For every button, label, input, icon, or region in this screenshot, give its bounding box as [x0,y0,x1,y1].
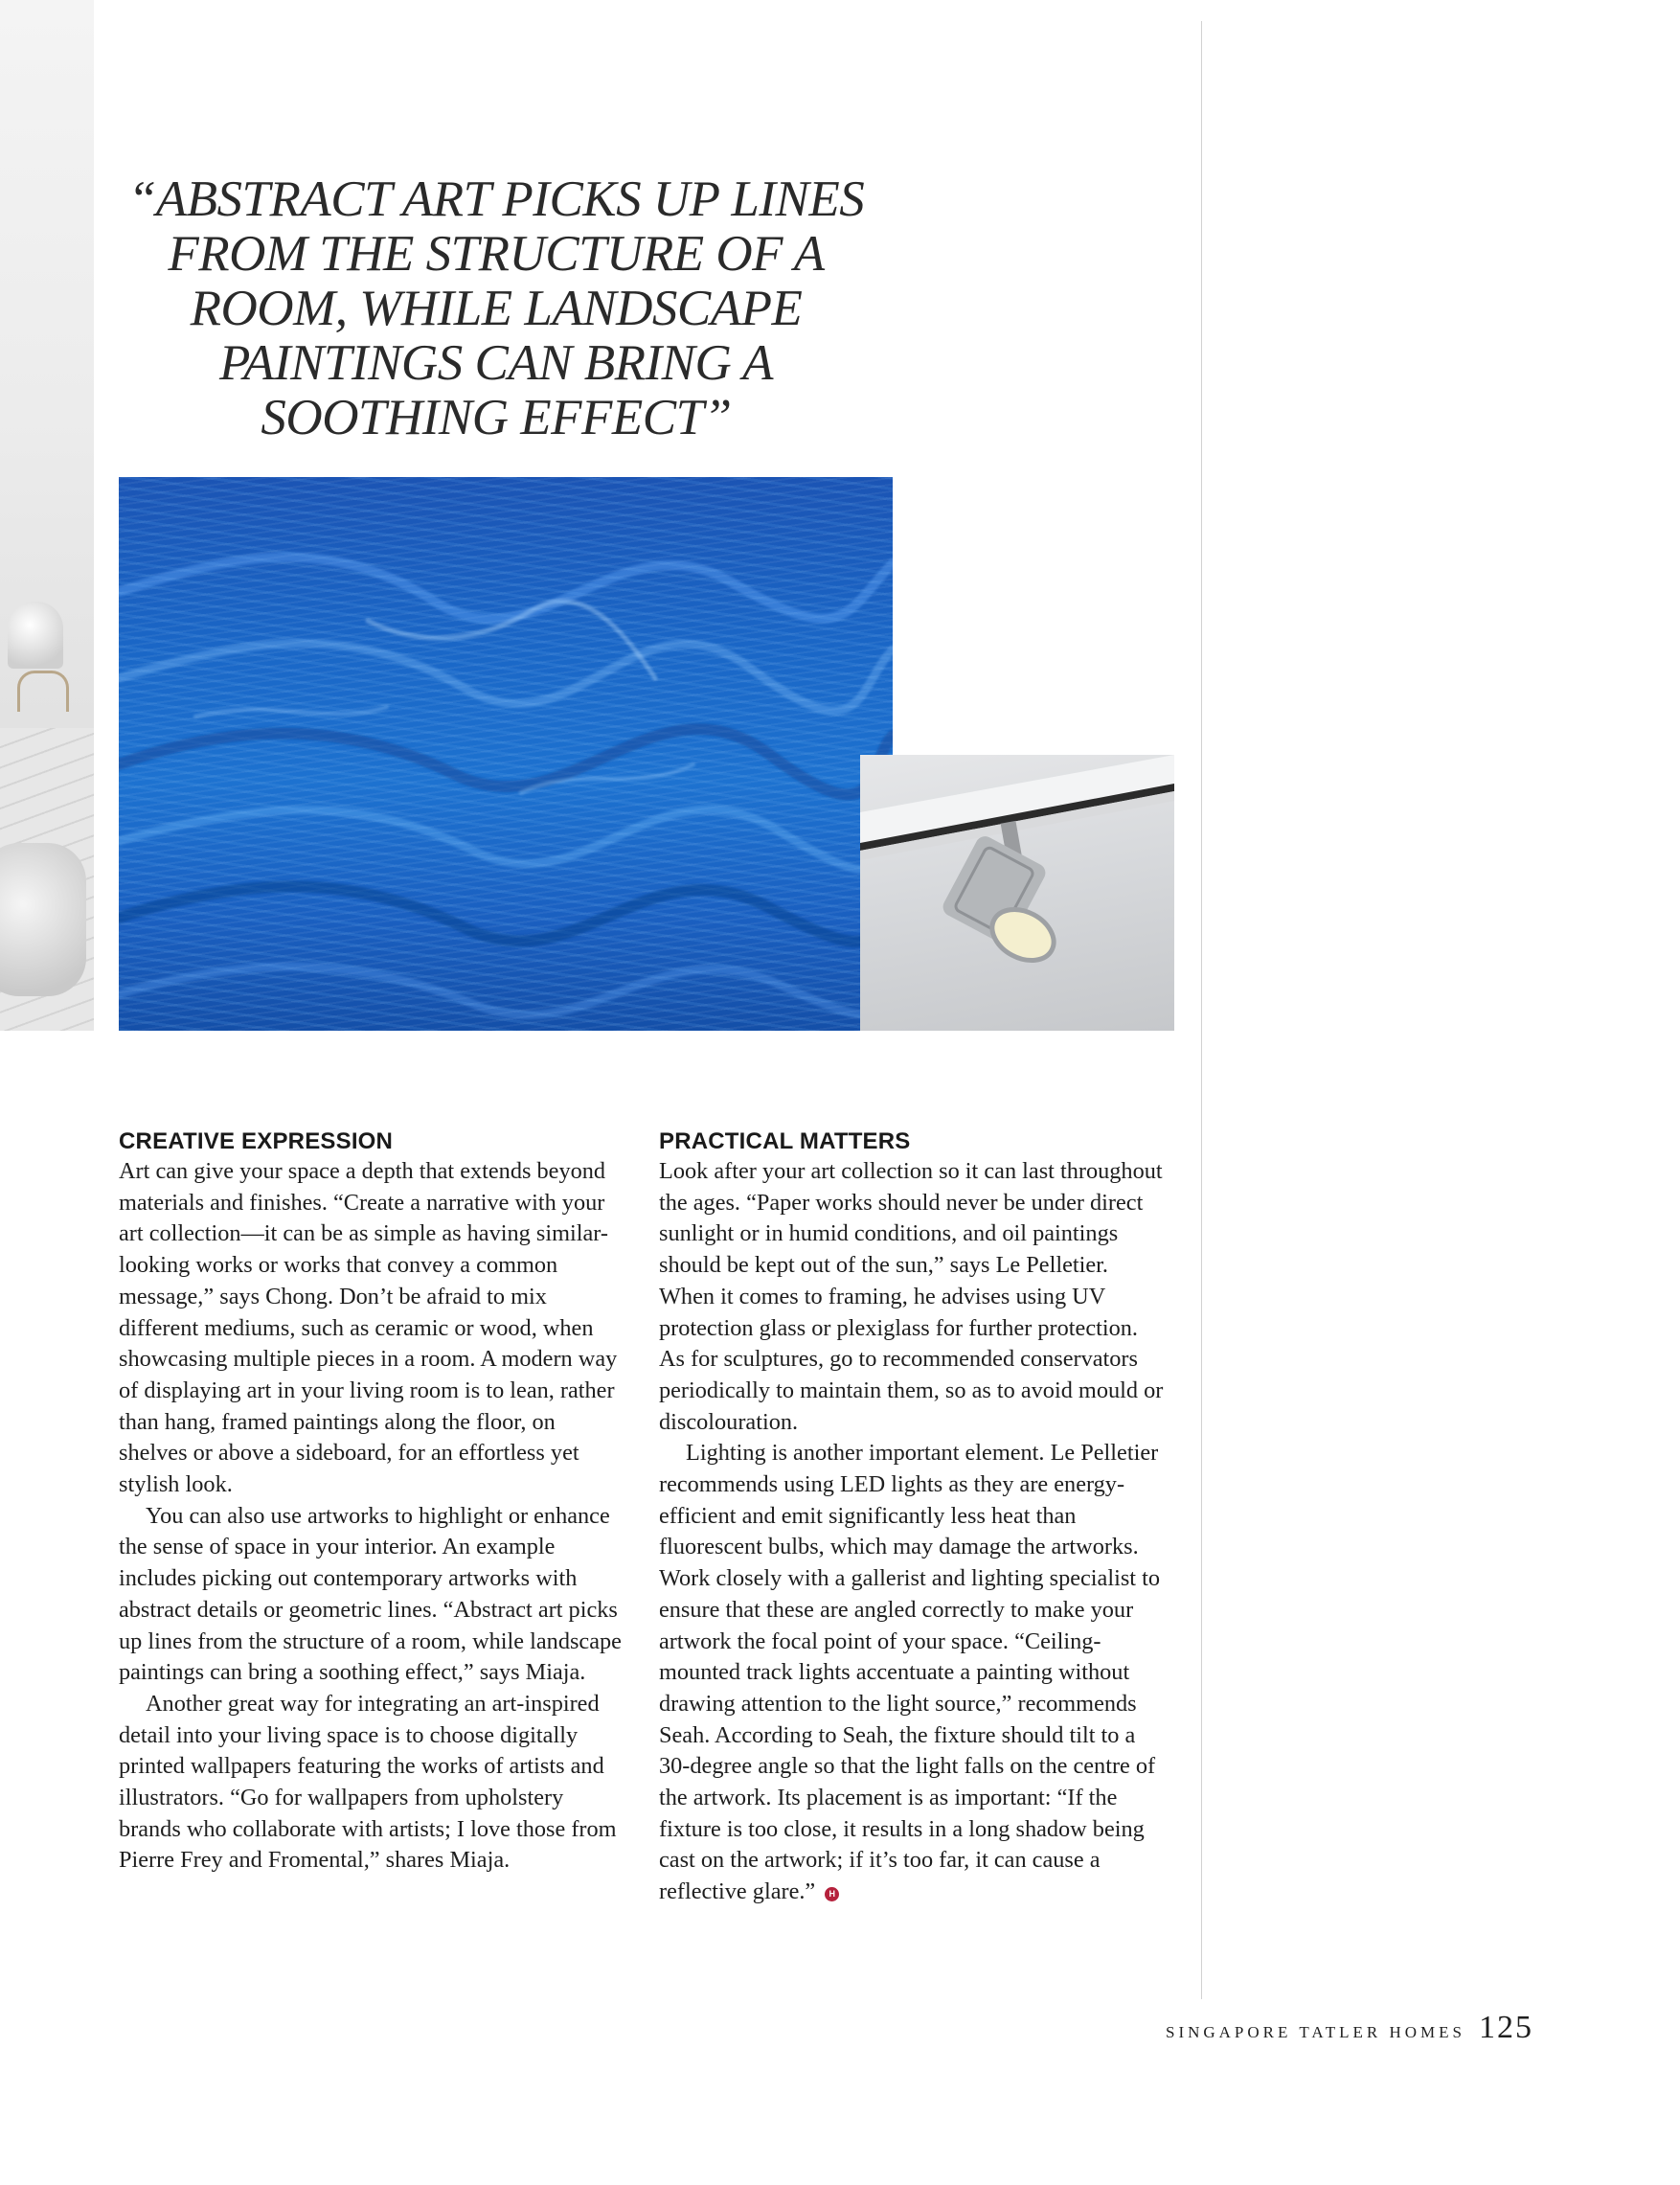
abstract-blue-painting [119,477,893,1031]
column-divider [1201,21,1202,1999]
interior-photo-edge [0,0,94,1031]
table-lamp [8,602,63,669]
section-heading-creative-expression: CREATIVE EXPRESSION [119,1128,394,1154]
track-light-illustration [860,755,1174,1031]
end-of-article-icon: H [825,1887,839,1901]
section-heading-practical-matters: PRACTICAL MATTERS [659,1128,911,1154]
lamp-legs [17,671,69,712]
body-paragraph-text: Lighting is another important element. Le Pelletier recommends using LED lights as they are energy-efficient and emit significantly less heat than fluorescent bulbs, which may damage the artworks. Work closely with a gallerist and lighting specialist to ensure that these are angled correctly to make your artwork the focal point of your space. “Ceiling-mounted track lights accentuate a painting without drawing attention to the light source,” recommends Seah. According to Seah, the fixture should tilt to a 30-degree angle so that the light falls on the centre of the artwork. Its placement is as important: “If the fixture is too close, it results in a long shadow being cast on the artwork; if it’s too far, it can cause a reflective glare.” [659,1440,1161,1905]
body-paragraph: Art can give your space a depth that extends beyond materials and finishes. “Create a narrative with your art collection—it can be as simple as having similar-looking works or works that convey a common message,” says Chong. Don’t be afraid to mix different mediums, such as ceramic or wood, when showcasing multiple pieces in a room. A modern way of displaying art in your living room is to lean, rather than hang, framed paintings along the floor, on shelves or above a sideboard, for an effortless yet stylish look. [119,1158,618,1498]
body-paragraph: Look after your art collection so it can last throughout the ages. “Paper works should never be under direct sunlight or in humid conditions, and oil paintings should be kept out of the sun,” says Le Pelletier. When it comes to framing, he advises using UV protection glass or plexiglass for further protection. As for sculptures, go to recommended conservators periodically to maintain them, so as to avoid mould or discolouration. [659,1158,1164,1435]
pull-quote: “ABSTRACT ART PICKS UP LINES FROM THE STRUCTURE OF A ROOM, WHILE LANDSCAPE PAINTINGS CAN BRING A SOOTHING EFFECT” [127,171,865,445]
body-paragraph: Another great way for integrating an art-inspired detail into your living space is to choose digitally printed wallpapers featuring the works of artists and illustrators. “Go for wallpapers from upholstery brands who collaborate with artists; I love those from Pierre Frey and Fromental,” shares Miaja. [119,1690,617,1874]
page-footer [1166,2010,1533,2046]
track-light-photo [860,755,1174,1031]
creative-expression-column [119,1127,626,1877]
page-number: 125 [1479,2010,1533,2045]
throw-blanket [0,843,86,996]
painting-wave-strokes [119,477,893,1031]
body-paragraph-final [659,1438,1167,1908]
publication-name: SINGAPORE TATLER HOMES [1165,2023,1465,2041]
body-paragraph: You can also use artworks to highlight or enhance the sense of space in your interior. An example includes picking out contemporary artworks with abstract details or geometric lines. “Abstract art picks up lines from the structure of a room, while landscape paintings can bring a soothing effect,” says Miaja. [119,1502,622,1686]
practical-matters-column [659,1127,1167,1908]
